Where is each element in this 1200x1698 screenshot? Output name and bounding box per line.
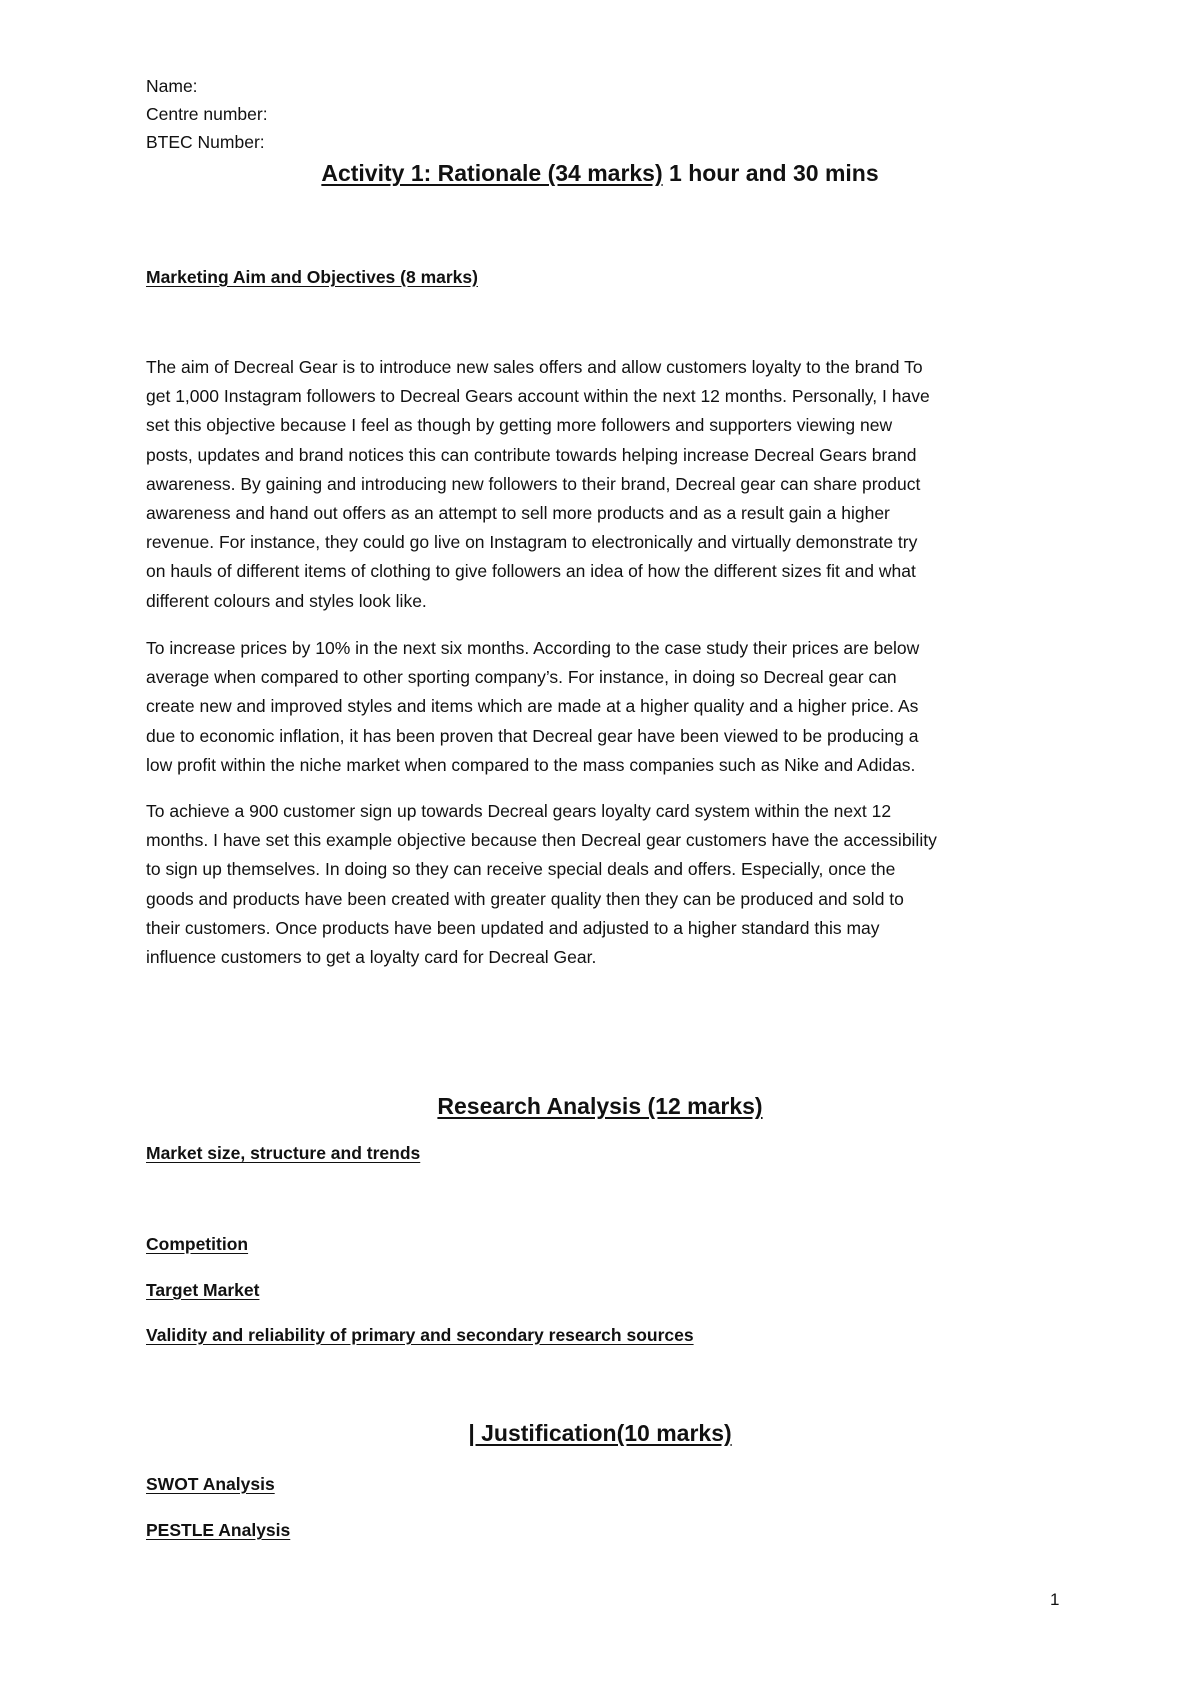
paragraph-line: The aim of Decreal Gear is to introduce new sales offers and allow customers loyalty to the brand To	[146, 357, 923, 377]
paragraph-line: awareness and hand out offers as an attempt to sell more products and as a result gain a higher	[146, 503, 890, 524]
paragraph-line: goods and products have been created with greater quality then they can be produced and sold to	[146, 888, 904, 909]
paragraph-line: low profit within the niche market when compared to the mass companies such as Nike and Adidas.	[146, 754, 916, 775]
centre-number-label: Centre number:	[146, 104, 268, 124]
market-size-heading: Market size, structure and trends	[146, 1143, 421, 1163]
validity-heading: Validity and reliability of primary and secondary research sources	[146, 1325, 694, 1345]
paragraph-line: on hauls of different items of clothing to give followers an idea of how the different sizes fit and what	[146, 561, 916, 582]
marketing-paragraph-1	[146, 353, 1066, 616]
paragraph-line: months. I have set this example objective because then Decreal gear customers have the accessibility	[146, 830, 937, 851]
paragraph-line: awareness. By gaining and introducing new followers to their brand, Decreal gear can share product	[146, 473, 921, 494]
swot-heading: SWOT Analysis	[146, 1474, 275, 1494]
paragraph-line: influence customers to get a loyalty card for Decreal Gear.	[146, 947, 597, 968]
justification-title: | Justification(10 marks)	[468, 1420, 732, 1446]
paragraph-line: average when compared to other sporting company’s. For instance, in doing so Decreal gear can	[146, 667, 897, 688]
paragraph-line: due to economic inflation, it has been proven that Decreal gear have been viewed to be producing a	[146, 725, 919, 746]
paragraph-line: to sign up themselves. In doing so they can receive special deals and offers. Especially, once the	[146, 859, 896, 880]
name-label: Name:	[146, 76, 198, 96]
competition-heading: Competition	[146, 1234, 249, 1254]
paragraph-line: revenue. For instance, they could go live on Instagram to electronically and virtually demonstrate try	[146, 532, 918, 553]
paragraph-line: get 1,000 Instagram followers to Decreal Gears account within the next 12 months. Personally, I have	[146, 386, 930, 407]
activity-title	[0, 158, 1200, 188]
pestle-heading: PESTLE Analysis	[146, 1520, 291, 1540]
paragraph-line: different colours and styles look like.	[146, 590, 427, 611]
paragraph-line: their customers. Once products have been updated and adjusted to a higher standard this may	[146, 917, 880, 938]
activity-title-duration: 1 hour and 30 mins	[662, 160, 879, 186]
marketing-paragraph-3	[146, 797, 1066, 972]
activity-title-underlined: Activity 1: Rationale (34 marks)	[321, 160, 663, 186]
paragraph-line: posts, updates and brand notices this can contribute towards helping increase Decreal Gears brand	[146, 444, 917, 465]
marketing-aim-heading: Marketing Aim and Objectives (8 marks)	[146, 267, 478, 287]
paragraph-line: create new and improved styles and items which are made at a higher quality and a higher price. As	[146, 696, 919, 717]
target-market-heading: Target Market	[146, 1280, 260, 1300]
btec-number-label: BTEC Number:	[146, 132, 265, 152]
paragraph-line: To achieve a 900 customer sign up towards Decreal gears loyalty card system within the next 12	[146, 801, 892, 821]
paragraph-line: set this objective because I feel as though by getting more followers and supporters viewing new	[146, 415, 893, 436]
marketing-paragraph-2	[146, 634, 1066, 780]
research-analysis-title: Research Analysis (12 marks)	[437, 1093, 763, 1119]
paragraph-line: To increase prices by 10% in the next six months. According to the case study their prices are below	[146, 638, 920, 658]
page-number: 1	[1050, 1590, 1060, 1609]
